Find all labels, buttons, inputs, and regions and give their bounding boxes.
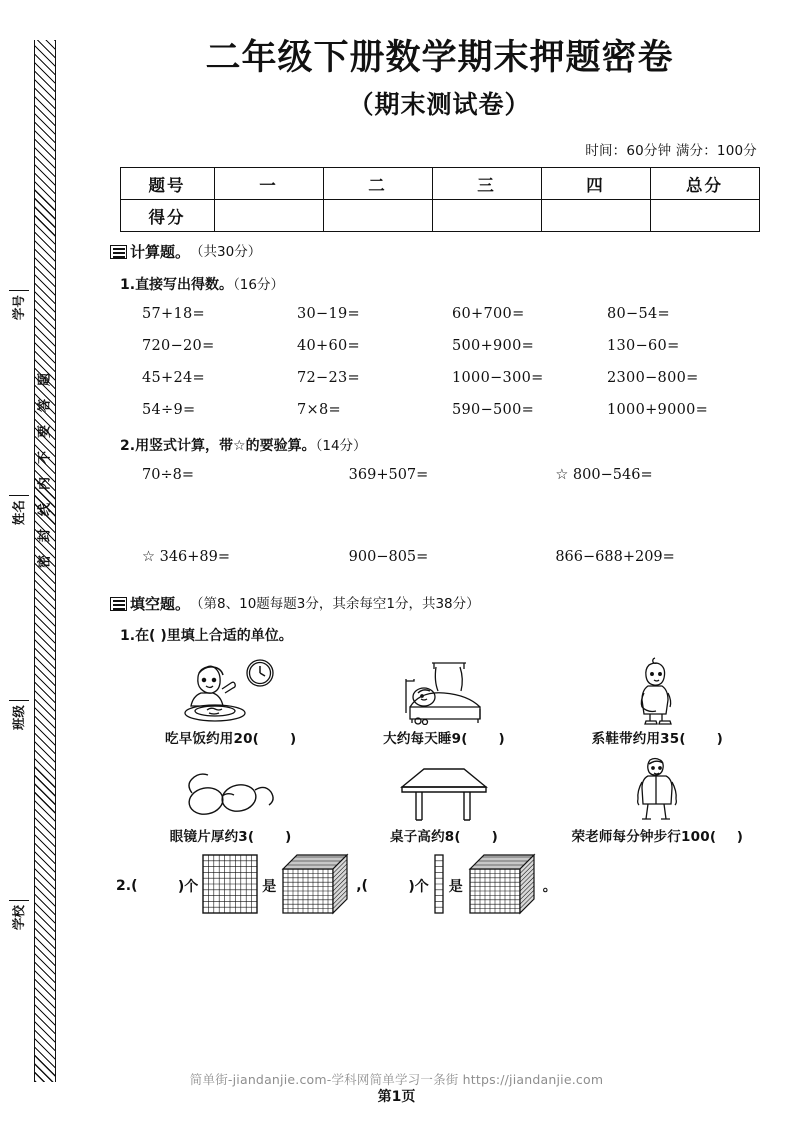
unit-picture-cell bbox=[124, 653, 337, 747]
footer-watermark: 简单街-jiandanjie.com-学科网简单学习一条街 https://jiandanjie.com bbox=[189, 1072, 604, 1087]
page-number: 第1页 bbox=[377, 1089, 416, 1105]
question-number: 1. bbox=[120, 277, 136, 294]
question-score-note: （16分） bbox=[233, 277, 284, 294]
score-input-cell-3[interactable] bbox=[432, 200, 541, 232]
vertical-calc-item[interactable]: 70÷8= bbox=[142, 467, 194, 484]
margin-rule bbox=[9, 290, 29, 291]
margin-rule bbox=[9, 700, 29, 701]
seal-char: 封 bbox=[37, 529, 53, 543]
eyeglasses-icon bbox=[124, 751, 337, 823]
calc-item[interactable]: 30−19= bbox=[297, 306, 361, 323]
paren-open: ( bbox=[131, 878, 138, 895]
section-title: 计算题。 bbox=[130, 243, 191, 262]
equals-text-2: 是 bbox=[448, 879, 463, 896]
unit-picture-cell bbox=[124, 751, 337, 845]
unit-picture-cell bbox=[551, 751, 764, 845]
section-marker-two-icon bbox=[110, 597, 127, 611]
caption-close: ) bbox=[285, 829, 292, 846]
thousand-cube-icon bbox=[466, 851, 540, 921]
calc-item[interactable]: 45+24= bbox=[142, 370, 206, 387]
question-1-2-label bbox=[120, 434, 769, 455]
seal-char: 线 bbox=[37, 503, 53, 517]
seal-char: 题 bbox=[37, 373, 53, 387]
question-text: 用竖式计算，带☆的要验算。 bbox=[135, 438, 316, 455]
seal-char: 不 bbox=[37, 451, 53, 465]
exam-meta: 时间：60分钟 满分：100分 bbox=[585, 143, 757, 160]
answer-blank[interactable] bbox=[461, 829, 492, 845]
score-table-col-1: 一 bbox=[214, 168, 323, 200]
seal-line-text bbox=[30, 360, 60, 581]
question-1-1-label bbox=[120, 273, 769, 294]
vertical-calc-item[interactable]: 369+507= bbox=[348, 467, 429, 484]
section-fill-in-blank bbox=[110, 595, 769, 921]
score-table bbox=[120, 167, 760, 232]
caption-text: 荣老师每分钟步行100( bbox=[571, 829, 717, 846]
answer-blank[interactable] bbox=[468, 731, 499, 747]
calc-item[interactable]: 1000+9000= bbox=[607, 402, 709, 419]
question-2-1-label bbox=[120, 625, 769, 645]
answer-blank[interactable] bbox=[254, 829, 285, 845]
answer-blank[interactable] bbox=[368, 878, 408, 894]
vertical-calc-item[interactable]: ☆ 800−546= bbox=[555, 467, 653, 484]
caption-close: ) bbox=[289, 731, 297, 748]
thousand-cube-icon bbox=[279, 851, 353, 921]
margin-label-name bbox=[6, 495, 32, 526]
section-heading bbox=[110, 595, 769, 613]
score-table-col-3: 三 bbox=[432, 168, 541, 200]
caption-text: 系鞋带约用35( bbox=[591, 731, 686, 748]
section-marker-one-icon bbox=[110, 245, 127, 259]
paren-open-2: ,( bbox=[356, 878, 368, 895]
calc-item[interactable]: 1000−300= bbox=[452, 370, 544, 387]
seal-char: 要 bbox=[37, 425, 53, 439]
calc-item[interactable]: 720−20= bbox=[142, 338, 215, 355]
section-score-note: （第8、10题每题3分，其余每空1分，共38分） bbox=[190, 596, 480, 613]
equals-text: 是 bbox=[262, 879, 277, 896]
calc-item[interactable]: 590−500= bbox=[452, 402, 535, 419]
unit-picture-cell bbox=[337, 653, 550, 747]
page-title: 二年级下册数学期末押题密卷 bbox=[205, 38, 674, 78]
caption-close: ) bbox=[498, 731, 505, 748]
score-input-cell-1[interactable] bbox=[214, 200, 323, 232]
score-table-row-label: 题号 bbox=[120, 168, 214, 200]
score-input-cell-4[interactable] bbox=[541, 200, 650, 232]
unit-caption bbox=[124, 727, 337, 747]
question-number: 2. bbox=[116, 878, 132, 895]
score-table-col-total: 总分 bbox=[650, 168, 759, 200]
unit-text-2: )个 bbox=[408, 879, 429, 896]
score-table-row-label: 得分 bbox=[120, 200, 214, 232]
seal-char: 密 bbox=[37, 555, 53, 569]
vertical-calc-item[interactable]: 866−688+209= bbox=[555, 549, 675, 566]
calc-item[interactable]: 54÷9= bbox=[142, 402, 196, 419]
margin-label-student-id bbox=[6, 290, 32, 321]
answer-blank[interactable] bbox=[716, 829, 737, 845]
vertical-calc-item[interactable]: ☆ 346+89= bbox=[142, 549, 231, 566]
section-heading bbox=[110, 243, 769, 261]
vertical-calculation-grid bbox=[142, 467, 762, 565]
table-desk-icon bbox=[337, 751, 550, 823]
seal-char: 答 bbox=[37, 399, 53, 413]
margin-rule bbox=[9, 900, 29, 901]
calc-item[interactable]: 72−23= bbox=[297, 370, 361, 387]
unit-picture-cell bbox=[551, 653, 764, 747]
margin-label-text: 班级 bbox=[11, 705, 27, 731]
teacher-walking-icon bbox=[551, 751, 764, 823]
question-text: 在( )里填上合适的单位。 bbox=[135, 628, 293, 645]
calc-item[interactable]: 130−60= bbox=[607, 338, 680, 355]
score-input-cell-total[interactable] bbox=[650, 200, 759, 232]
section-calculation bbox=[110, 243, 769, 565]
question-2-2 bbox=[116, 851, 769, 921]
unit-text: )个 bbox=[177, 879, 199, 896]
table-row bbox=[120, 200, 759, 232]
answer-blank[interactable] bbox=[686, 731, 717, 747]
calc-item[interactable]: 40+60= bbox=[297, 338, 361, 355]
question-number: 1. bbox=[120, 628, 136, 645]
answer-blank[interactable] bbox=[259, 731, 290, 747]
unit-caption bbox=[551, 727, 764, 747]
calc-item[interactable]: 80−54= bbox=[607, 306, 671, 323]
question-number: 2. bbox=[120, 438, 136, 455]
calc-item[interactable]: 2300−800= bbox=[607, 370, 699, 387]
unit-picture-row-1 bbox=[124, 653, 764, 747]
question-score-note: （14分） bbox=[315, 438, 367, 455]
caption-text: 大约每天睡9( bbox=[383, 731, 468, 748]
unit-caption bbox=[124, 825, 337, 845]
unit-caption bbox=[337, 727, 550, 747]
caption-close: ) bbox=[716, 731, 723, 748]
calc-item[interactable]: 7×8= bbox=[297, 402, 341, 419]
unit-caption bbox=[551, 825, 764, 845]
question-text: 直接写出得数。 bbox=[135, 277, 234, 294]
calc-item[interactable]: 57+18= bbox=[142, 306, 206, 323]
score-table-col-4: 四 bbox=[541, 168, 650, 200]
margin-label-text: 姓名 bbox=[11, 500, 27, 526]
caption-text: 吃早饭约用20( bbox=[165, 731, 260, 748]
caption-text: 眼镜片厚约3( bbox=[169, 829, 255, 846]
section-score-note: （共30分） bbox=[190, 244, 262, 261]
margin-label-class bbox=[6, 700, 32, 731]
seal-margin bbox=[0, 0, 86, 1122]
unit-picture-cell bbox=[337, 751, 550, 845]
margin-label-school bbox=[6, 900, 32, 931]
calc-item[interactable]: 500+900= bbox=[452, 338, 535, 355]
score-input-cell-2[interactable] bbox=[323, 200, 432, 232]
period-text: 。 bbox=[542, 879, 557, 896]
score-table-col-2: 二 bbox=[323, 168, 432, 200]
exam-sheet bbox=[86, 0, 793, 1122]
caption-text: 桌子高约8( bbox=[389, 829, 461, 846]
child-sleeping-in-bed-icon bbox=[337, 653, 550, 725]
caption-close: ) bbox=[736, 829, 744, 846]
vertical-calc-item[interactable]: 900−805= bbox=[348, 549, 429, 566]
answer-blank[interactable] bbox=[137, 878, 177, 894]
title-block bbox=[110, 0, 769, 121]
caption-close: ) bbox=[491, 829, 498, 846]
ten-strip-icon bbox=[432, 853, 446, 919]
child-tying-shoelaces-icon bbox=[551, 653, 764, 725]
margin-rule bbox=[9, 495, 29, 496]
calc-item[interactable]: 60+700= bbox=[452, 306, 525, 323]
table-row bbox=[120, 168, 759, 200]
seal-char: 内 bbox=[37, 477, 53, 491]
section-title: 填空题。 bbox=[130, 595, 191, 614]
unit-picture-row-2 bbox=[124, 751, 764, 845]
page-subtitle: （期末测试卷） bbox=[348, 90, 531, 120]
margin-label-text: 学校 bbox=[11, 905, 27, 931]
child-eating-breakfast-with-clock-icon bbox=[124, 653, 337, 725]
unit-caption bbox=[337, 825, 550, 845]
hundred-flat-grid-icon bbox=[201, 853, 259, 919]
arithmetic-grid bbox=[142, 306, 762, 418]
margin-label-text: 学号 bbox=[11, 295, 27, 321]
